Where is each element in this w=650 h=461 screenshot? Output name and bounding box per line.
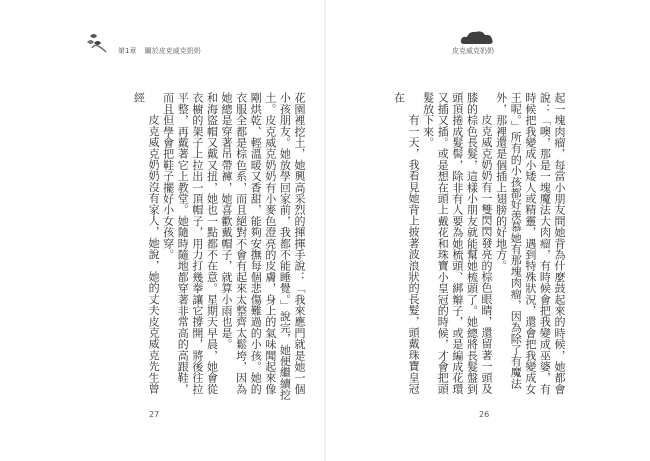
left-running-header (118, 46, 201, 56)
chapter-title: 關於皮克威克奶奶 (144, 47, 201, 55)
right-page-number: 26 (479, 410, 490, 419)
page-gutter (324, 0, 326, 461)
right-running-header: 皮克威克奶奶 (452, 47, 494, 55)
right-paragraph-1: 起一塊肉瘤，每當小朋友問她背為什麼鼓起來的時候，她都會說：「噢，那是一塊魔法大肉瘤，有時候會把我變成巫婆，有時候把我變成小矮人或精靈，遇到特殊狀況，還會把我變成女王呢。」所有的小孩都好羡慕她有那塊肉瘤，因為除了有魔法外，那裡還是個插上翅膀的好地方。 (494, 92, 566, 395)
left-page-body (74, 92, 306, 404)
right-paragraph-3: 有一天，我看見她背上披著波浪狀的長髮，頭戴珠寶皇冠在 (392, 92, 421, 394)
left-paragraph-1: 花園裡挖土，她興高采烈的揮揮手說：「我來應門就是她一個小孩朋友。她放學回家前，我都不能睡覺。」說完，她便繼續挖土。皮克威克奶奶有小麥色澄亮的皮膚，身上的氣味聞起來像剛烘乾、輕溫暖又香甜，能夠安撫每個悲傷難過的小孩。她的衣服全都是棕色系，而且絕對不會有起來太整齊太鬆垮，因為她總是穿著吊帶褲，她喜歡戴帽子，就算小雨也是。 (220, 92, 306, 401)
chapter-label: 第1章 (118, 47, 137, 55)
right-paragraph-2: 皮克威克奶奶有一雙閃閃發亮的棕色眼睛，還留著一頭及膝的棕色長髮，這樣小朋友就能幫她梳頭了。她總將長髮盤到頭頂捲成髮髻，除非有人要為她梳頭、綁辮子，或是編成花環又插又插。或是想在頭上戴花和珠寶小皇冠的時候，才會把頭髮放下來。 (421, 92, 494, 395)
flower-icon (84, 30, 110, 56)
right-page-body (356, 92, 566, 404)
left-paragraph-2: 和海盜帽又戴又扭，她也一點都不在意。星期天早晨，她會從衣櫥的架子上拉出一頂帽子，用力打幾拳讓它撐開，將後往拉平整，再戴著它上教堂。她隨時隨地都穿著非常高的高跟鞋，而且但學會把鞋子擺好小女孩穿。 (161, 92, 219, 395)
left-paragraph-3: 皮克威克奶奶沒有家人，她說，她的丈夫皮克威克先生曾經 (132, 92, 161, 394)
cloud-icon (460, 30, 494, 46)
left-page-number: 27 (149, 410, 160, 419)
